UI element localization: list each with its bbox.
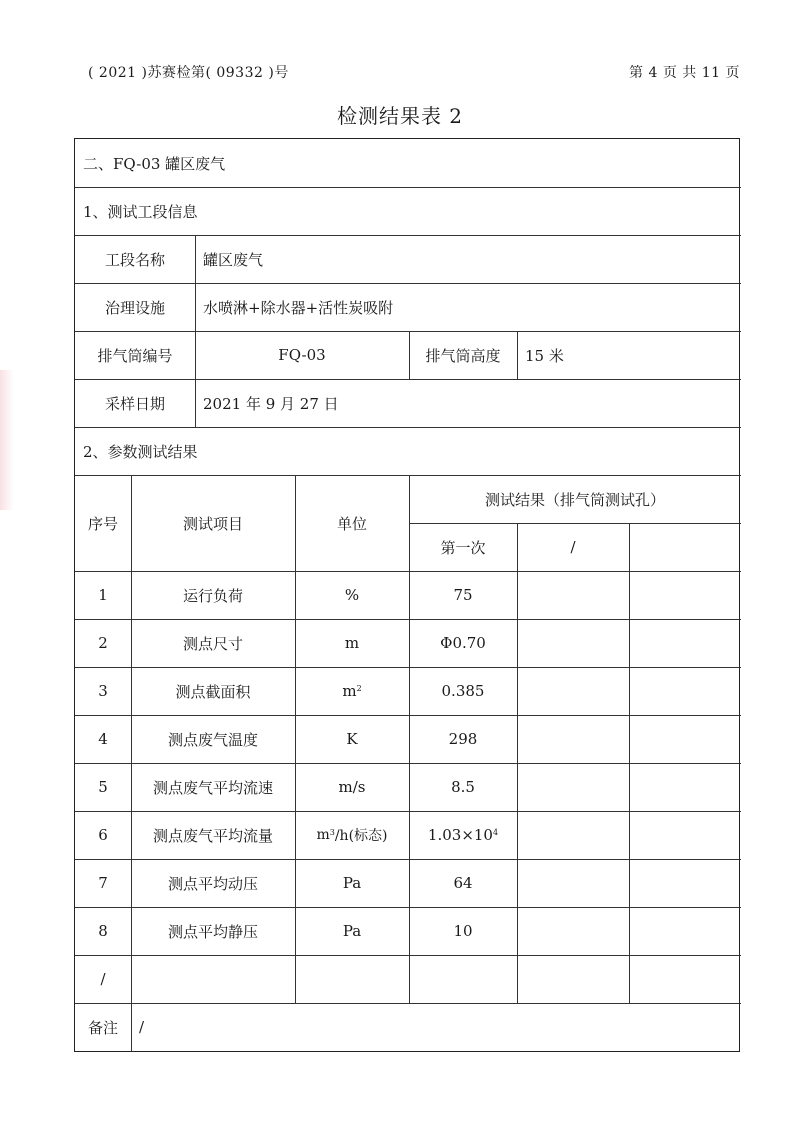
row-item: 测点平均静压 (167, 922, 258, 941)
remark-value: / (139, 1018, 145, 1036)
row-no: 4 (98, 730, 108, 748)
row-item: 测点废气平均流量 (152, 826, 273, 845)
unit-base: m (342, 682, 357, 700)
stack-no-label: 排气筒编号 (97, 346, 173, 365)
row-item: 运行负荷 (182, 586, 243, 605)
row-item (131, 955, 295, 1003)
row-unit (295, 955, 409, 1003)
row-unit: Pa (342, 922, 362, 940)
row-value: 0.385 (441, 682, 485, 700)
sub-heading-process-info: 1、测试工段信息 (83, 202, 198, 221)
sampling-date-label: 采样日期 (104, 394, 165, 413)
stack-height-label: 排气筒高度 (425, 346, 501, 365)
row-no: 7 (98, 874, 108, 892)
section-heading: 二、FQ-03 罐区废气 (83, 154, 226, 173)
col-header-unit: 单位 (336, 514, 367, 533)
unit-base: m (316, 827, 330, 843)
result-table (74, 138, 740, 1052)
row-value: 75 (453, 586, 473, 604)
row-value (409, 955, 517, 1003)
row-unit: Pa (342, 874, 362, 892)
col-header-no: 序号 (87, 514, 118, 533)
row-value: 298 (448, 730, 478, 748)
row-value: 1.03×10 $^4$ (427, 826, 499, 844)
row-no: 8 (98, 922, 108, 940)
row-unit: m/s (338, 778, 366, 796)
row-unit: m $^3$ /h(标态) (316, 827, 388, 844)
page-info: 第 4 页 共 11 页 (629, 65, 740, 81)
col-header-second: / (570, 538, 576, 556)
value-base: 1.03×10 (427, 826, 493, 844)
row-no: 1 (98, 586, 108, 604)
process-name-label: 工段名称 (104, 250, 165, 269)
col-header-first: 第一次 (440, 538, 486, 557)
row-item: 测点截面积 (175, 682, 251, 701)
row-value: 10 (453, 922, 473, 940)
col-header-result-group: 测试结果（排气筒测试孔） (484, 490, 665, 509)
remark-label: 备注 (87, 1018, 118, 1037)
page-title: 检测结果表 2 (336, 104, 464, 128)
row-item: 测点废气平均流速 (152, 778, 273, 797)
row-unit: K (346, 730, 358, 748)
stack-height-value: 15 米 (525, 346, 564, 365)
report-number: ( 2021 )苏赛检第( 09332 )号 (88, 65, 289, 81)
row-unit: m (344, 634, 360, 652)
row-no: 5 (98, 778, 108, 796)
row-item: 测点废气温度 (167, 730, 258, 749)
treatment-value: 水喷淋+除水器+活性炭吸附 (203, 298, 394, 317)
process-name-value: 罐区废气 (203, 250, 264, 269)
row-value: Φ0.70 (440, 634, 486, 652)
row-value: 64 (453, 874, 473, 892)
row-unit: m $^2$ (342, 682, 362, 700)
row-no: 6 (98, 826, 108, 844)
row-item: 测点尺寸 (182, 634, 243, 653)
stack-no-value: FQ-03 (278, 346, 326, 364)
sampling-date-value: 2021 年 9 月 27 日 (203, 394, 339, 413)
row-item: 测点平均动压 (167, 874, 258, 893)
row-unit: % (344, 586, 360, 604)
row-no: 3 (98, 682, 108, 700)
row-no: / (100, 970, 106, 988)
unit-suffix: /h(标态) (334, 828, 388, 844)
col-header-item: 测试项目 (182, 514, 243, 533)
col-header-third (629, 523, 741, 571)
row-value: 8.5 (451, 778, 475, 796)
sub-heading-parameters: 2、参数测试结果 (83, 442, 198, 461)
row-no: 2 (98, 634, 108, 652)
scan-edge-stain (0, 370, 14, 510)
treatment-label: 治理设施 (104, 298, 165, 317)
